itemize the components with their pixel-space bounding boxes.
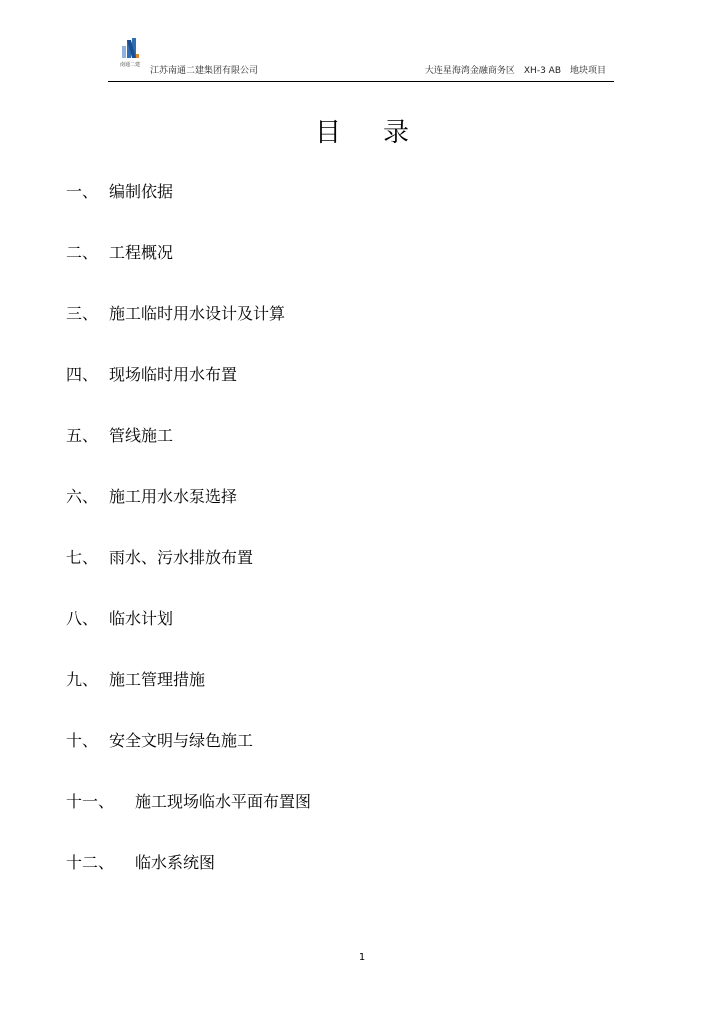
toc-item	[66, 178, 626, 239]
project-name: 大连星海湾金融商务区 XH-3 AB 地块项目	[424, 66, 606, 76]
page-title: 目录	[314, 118, 451, 148]
toc-item	[66, 544, 626, 605]
toc-item-number: 一、	[66, 182, 99, 201]
toc-item-number: 十二、	[66, 853, 115, 872]
toc-item-title: 施工管理措施	[109, 670, 206, 689]
toc-item-number: 二、	[66, 243, 99, 262]
toc-item	[66, 849, 626, 910]
toc-item-title: 施工用水水泵选择	[109, 487, 238, 506]
toc-item-title: 工程概况	[109, 243, 174, 262]
toc-item-number: 六、	[66, 487, 99, 506]
toc-item-number: 九、	[66, 670, 99, 689]
toc-item-title: 安全文明与绿色施工	[109, 731, 254, 750]
toc-item-number: 三、	[66, 304, 99, 323]
company-name: 江苏南通二建集团有限公司	[150, 66, 259, 76]
header-divider	[108, 81, 614, 82]
toc-item	[66, 727, 626, 788]
page-header	[108, 36, 614, 84]
toc-item-title: 临水计划	[109, 609, 174, 628]
toc-item-number: 八、	[66, 609, 99, 628]
toc-item-number: 十、	[66, 731, 99, 750]
toc-item	[66, 788, 626, 849]
toc-item	[66, 422, 626, 483]
toc-item	[66, 666, 626, 727]
page-number: 1	[358, 952, 366, 963]
toc-item-title: 施工现场临水平面布置图	[135, 792, 312, 811]
table-of-contents	[66, 178, 626, 910]
toc-item-number: 十一、	[66, 792, 115, 811]
toc-item	[66, 361, 626, 422]
toc-item	[66, 239, 626, 300]
company-logo	[108, 36, 152, 76]
toc-item	[66, 605, 626, 666]
toc-item-title: 临水系统图	[135, 853, 216, 872]
toc-item-number: 五、	[66, 426, 99, 445]
logo-text: 南通二建	[119, 62, 140, 68]
toc-item	[66, 483, 626, 544]
toc-item-title: 管线施工	[109, 426, 174, 445]
toc-item-title: 施工临时用水设计及计算	[109, 304, 286, 323]
toc-item	[66, 300, 626, 361]
toc-item-number: 四、	[66, 365, 99, 384]
toc-item-title: 现场临时用水布置	[109, 365, 238, 384]
toc-item-title: 雨水、污水排放布置	[109, 548, 254, 567]
logo-mark-icon	[117, 36, 143, 60]
toc-item-number: 七、	[66, 548, 99, 567]
toc-item-title: 编制依据	[109, 182, 174, 201]
